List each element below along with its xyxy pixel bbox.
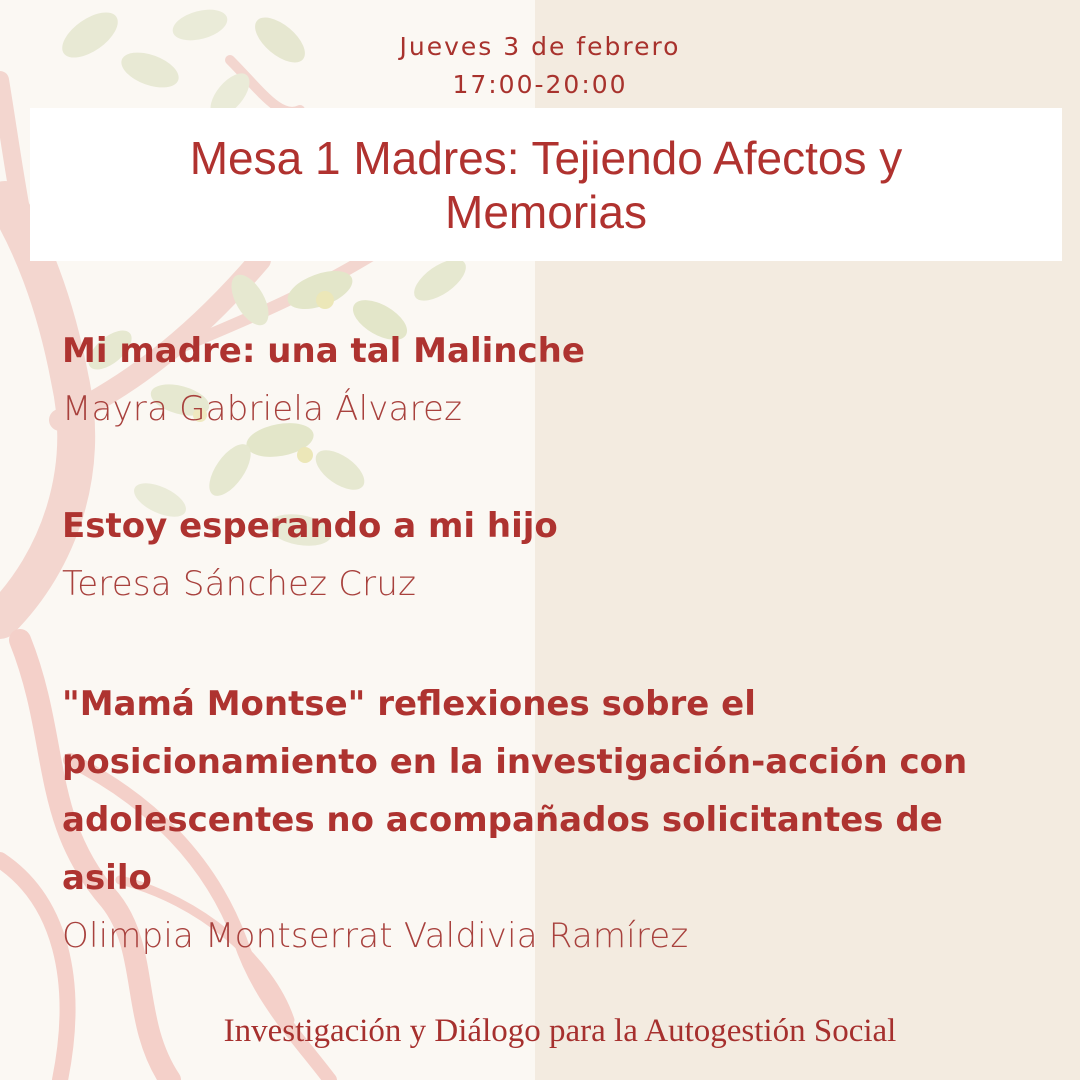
session-title-box xyxy=(30,108,1062,261)
talk-item xyxy=(62,322,1022,438)
event-date: Jueves 3 de febrero xyxy=(399,32,681,61)
talk-item xyxy=(62,675,1022,965)
talk-author: Teresa Sánchez Cruz xyxy=(62,564,417,604)
talk-author: Olimpia Montserrat Valdivia Ramírez xyxy=(62,916,689,956)
talk-title: "Mamá Montse" reflexiones sobre el posicionamiento en la investigación-acción con adolescentes no acompañados solicitantes de asilo xyxy=(62,684,968,898)
event-time: 17:00-20:00 xyxy=(452,70,628,99)
session-title: Mesa 1 Madres: Tejiendo Afectos y Memorias xyxy=(189,131,903,238)
event-datetime xyxy=(300,28,780,104)
organization-name: Investigación y Diálogo para la Autogestión Social xyxy=(223,1013,897,1049)
talk-item xyxy=(62,497,1022,613)
talk-author: Mayra Gabriela Álvarez xyxy=(62,389,463,429)
talk-title: Mi madre: una tal Malinche xyxy=(62,331,585,371)
talk-title: Estoy esperando a mi hijo xyxy=(62,506,558,546)
